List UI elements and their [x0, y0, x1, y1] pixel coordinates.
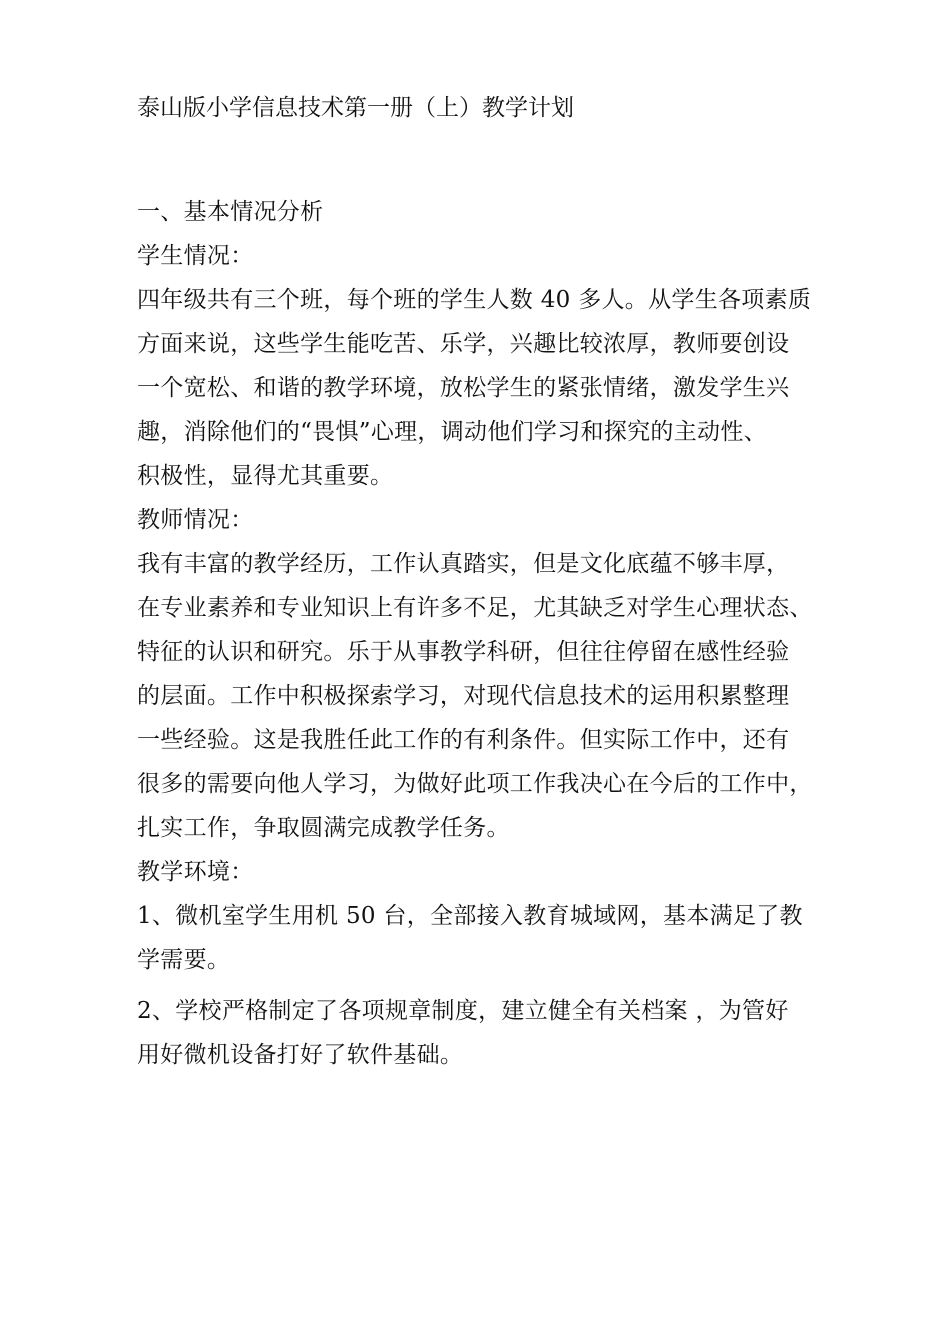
environment-item-2-line: 2、学校严格制定了各项规章制度，建立健全有关档案 ，为管好	[137, 998, 789, 1024]
environment-heading: 教学环境：	[137, 859, 254, 885]
teacher-line: 一些经验。这是我胜任此工作的有利条件。但实际工作中，还有	[137, 727, 790, 753]
teacher-line: 的层面。工作中积极探索学习，对现代信息技术的运用积累整理	[137, 683, 790, 709]
teacher-line: 很多的需要向他人学习，为做好此项工作我决心在今后的工作中，	[137, 771, 813, 797]
paragraph-gap	[137, 982, 867, 989]
students-line: 趣，消除他们的“畏惧”心理，调动他们学习和探究的主动性、	[137, 419, 767, 445]
students-line: 四年级共有三个班，每个班的学生人数 40 多人。从学生各项素质	[137, 287, 812, 313]
students-line: 一个宽松、和谐的教学环境，放松学生的紧张情绪，激发学生兴	[137, 375, 790, 401]
environment-item-1-line: 学需要。	[137, 947, 231, 973]
students-heading: 学生情况：	[137, 243, 254, 269]
document-page	[137, 86, 867, 1077]
teacher-line: 我有丰富的教学经历，工作认真踏实，但是文化底蕴不够丰厚，	[137, 551, 790, 577]
students-line: 方面来说，这些学生能吃苦、乐学，兴趣比较浓厚，教师要创设	[137, 331, 790, 357]
teacher-line: 在专业素养和专业知识上有许多不足，尤其缺乏对学生心理状态、	[137, 595, 813, 621]
teacher-line: 扎实工作，争取圆满完成教学任务。	[137, 815, 510, 841]
title-spacer	[137, 130, 867, 190]
environment-item-1-line: 1、微机室学生用机 50 台，全部接入教育城域网，基本满足了教	[137, 903, 803, 929]
document-title: 泰山版小学信息技术第一册（上）教学计划	[137, 95, 574, 121]
teacher-heading: 教师情况：	[137, 507, 254, 533]
environment-item-2-line: 用好微机设备打好了软件基础。	[137, 1042, 464, 1068]
section-heading-basic-analysis: 一、基本情况分析	[137, 199, 324, 225]
teacher-line: 特征的认识和研究。乐于从事教学科研，但往往停留在感性经验	[137, 639, 790, 665]
students-line: 积极性，显得尤其重要。	[137, 463, 394, 489]
